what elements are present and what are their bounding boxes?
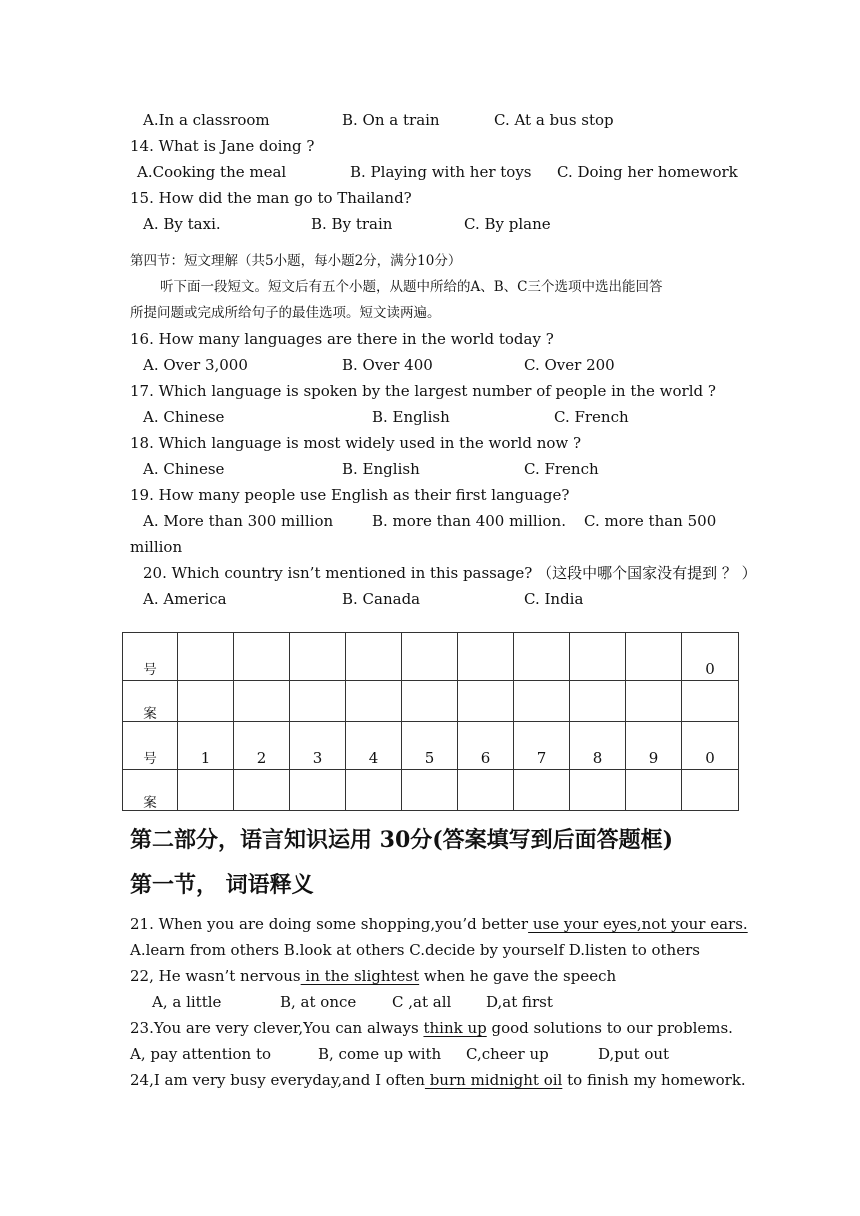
answer-cell [402,633,458,681]
q18-option-b: B. English [342,460,420,478]
answer-cell[interactable] [570,681,626,722]
question-number-cell: 8 [570,722,626,770]
q20-question: 20. Which country isn’t mentioned in this passage? （这段中哪个国家没有提到 ？ ） [143,564,757,582]
q17-option-a: A. Chinese [143,408,225,426]
q19-option-c: C. more than 500 [584,512,717,530]
q19-option-a: A. More than 300 million [143,512,334,530]
answer-cell[interactable] [682,770,739,811]
q18-option-a: A. Chinese [143,460,225,478]
q13-option-c: C. At a bus stop [494,111,614,129]
answer-cell[interactable] [570,770,626,811]
q16-option-c: C. Over 200 [524,356,615,374]
q16-option-a: A. Over 3,000 [143,356,248,374]
q16-option-b: B. Over 400 [342,356,433,374]
table-row [123,633,739,681]
question-number-cell: 1 [178,722,234,770]
q14-option-b: B. Playing with her toys [350,163,532,181]
answer-cell[interactable] [514,681,570,722]
answer-cell[interactable] [178,770,234,811]
question-number-cell: 5 [402,722,458,770]
question-number-cell: 6 [458,722,514,770]
q19-option-c-wrap: million [130,538,183,556]
q17-question: 17. Which language is spoken by the largest number of people in the world ? [130,382,716,400]
answer-cell [514,633,570,681]
q20-option-a: A. America [143,590,227,608]
answer-cell [346,633,402,681]
row-label-answer: 案 [123,770,178,811]
q16-question: 16. How many languages are there in the world today ? [130,330,554,348]
question-number-cell: 0 [682,722,739,770]
table-row [123,770,739,811]
q24-text-end: to finish my homework. [562,1071,746,1089]
section1-heading: 第一节， 词语释义 [130,872,314,898]
answer-table [122,632,739,811]
answer-cell[interactable] [402,770,458,811]
answer-cell [178,633,234,681]
q15-option-b: B. By train [311,215,393,233]
answer-cell [234,633,290,681]
answer-cell[interactable] [402,681,458,722]
q21-text: 21. When you are doing some shopping,you’d better [130,915,529,933]
q18-question: 18. Which language is most widely used in the world now ? [130,434,582,452]
question-number-cell: 3 [290,722,346,770]
q21-options: A.learn from others B.look at others C.decide by yourself D.listen to others [130,941,700,959]
answer-cell [290,633,346,681]
q13-option-b: B. On a train [342,111,440,129]
answer-cell[interactable] [346,681,402,722]
answer-cell[interactable] [682,681,739,722]
question-number-cell: 4 [346,722,402,770]
question-number-cell: 9 [626,722,682,770]
q22-option-c: C ,at all [392,993,452,1011]
answer-cell[interactable] [234,681,290,722]
q18-option-c: C. French [524,460,599,478]
q23-text: 23.You are very clever,You can always [130,1019,424,1037]
section4-title: 第四节：短文理解（共5小题，每小题2分，满分10分） [130,253,462,269]
answer-cell [626,633,682,681]
question-number-cell: 0 [682,633,739,681]
q23-question [130,1018,733,1038]
answer-cell[interactable] [626,681,682,722]
answer-cell[interactable] [346,770,402,811]
part2-heading: 第二部分，语言知识运用 30分(答案填写到后面答题框) [130,827,674,853]
table-row [123,722,739,770]
q20-option-c: C. India [524,590,584,608]
q21-question [130,914,748,934]
q22-option-b: B, at once [280,993,357,1011]
q21-underlined-phrase: use your eyes,not your ears. [528,915,748,933]
row-label-number: 号 [123,722,178,770]
q23-option-a: A, pay attention to [130,1045,272,1063]
row-label-number: 号 [123,633,178,681]
table-row [123,681,739,722]
q24-text: 24,I am very busy everyday,and I often [130,1071,425,1089]
q22-underlined-phrase: in the slightest [300,967,420,985]
q15-option-a: A. By taxi. [143,215,221,233]
q20-option-b: B. Canada [342,590,421,608]
question-number-cell: 2 [234,722,290,770]
q23-option-d: D,put out [598,1045,670,1063]
answer-cell[interactable] [626,770,682,811]
q22-question [130,966,616,986]
q23-text-end: good solutions to our problems. [486,1019,733,1037]
answer-cell[interactable] [234,770,290,811]
q13-option-a: A.In a classroom [143,111,270,129]
question-number-cell: 7 [514,722,570,770]
q15-question: 15. How did the man go to Thailand? [130,189,412,207]
row-label-answer: 案 [123,681,178,722]
q19-option-b: B. more than 400 million. [372,512,566,530]
section4-instruction-line1: 听下面一段短文。短文后有五个小题，从题中所给的A、B、C三个选项中选出能回答 [160,279,663,295]
q23-underlined-phrase: think up [423,1019,487,1037]
q15-option-c: C. By plane [464,215,551,233]
q22-option-d: D,at first [486,993,553,1011]
q14-option-a: A.Cooking the meal [137,163,287,181]
q22-text: 22, He wasn’t nervous [130,967,301,985]
q22-text-end: when he gave the speech [419,967,617,985]
q24-question [130,1070,746,1090]
q23-option-b: B, come up with [318,1045,442,1063]
q14-option-c: C. Doing her homework [557,163,738,181]
answer-cell[interactable] [514,770,570,811]
answer-cell[interactable] [178,681,234,722]
answer-cell[interactable] [290,770,346,811]
answer-cell [458,633,514,681]
q14-question: 14. What is Jane doing ? [130,137,315,155]
answer-cell[interactable] [290,681,346,722]
answer-cell[interactable] [458,770,514,811]
q22-option-a: A, a little [152,993,222,1011]
q19-question: 19. How many people use English as their first language? [130,486,570,504]
q17-option-b: B. English [372,408,450,426]
q23-option-c: C,cheer up [466,1045,549,1063]
q17-option-c: C. French [554,408,629,426]
q24-underlined-phrase: burn midnight oil [424,1071,563,1089]
answer-cell [570,633,626,681]
section4-instruction-line2: 所提问题或完成所给句子的最佳选项。短文读两遍。 [130,305,441,321]
answer-cell[interactable] [458,681,514,722]
